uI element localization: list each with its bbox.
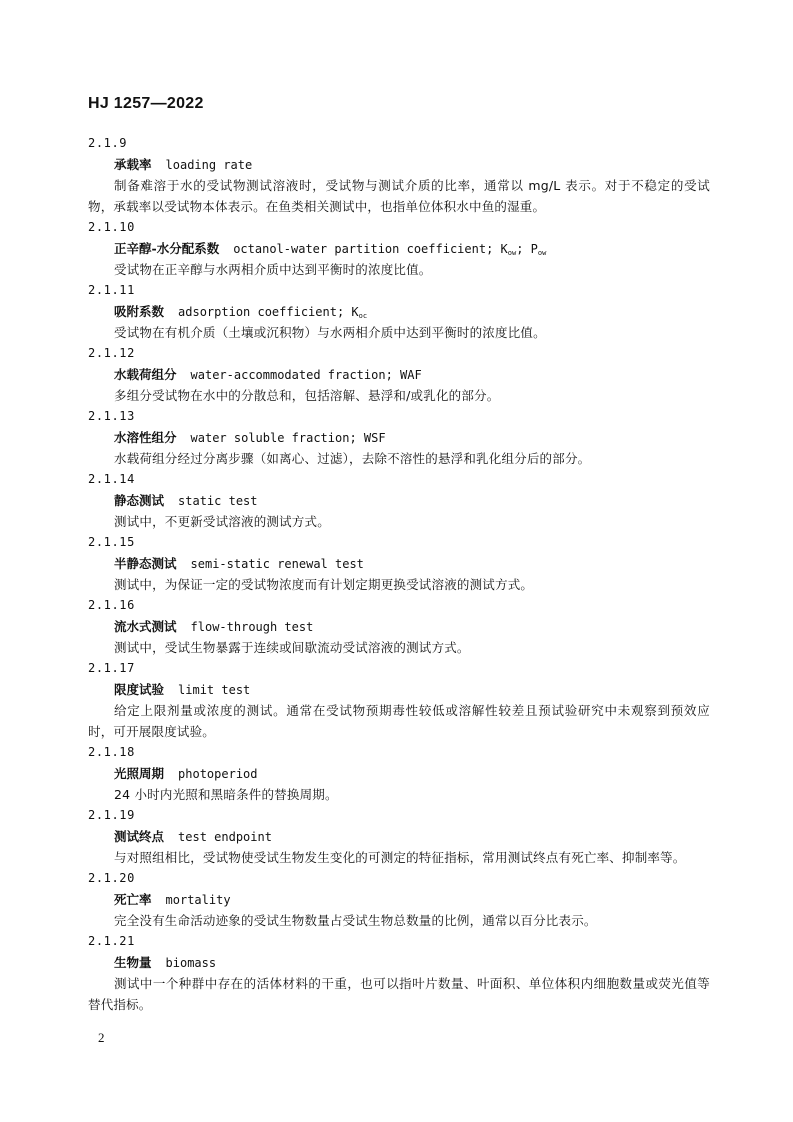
term-chinese: 光照周期 [114,766,165,781]
pow-subscript: ow [537,249,547,257]
term-definition: 测试中，为保证一定的受试物浓度而有计划定期更换受试溶液的测试方式。 [114,577,534,592]
term-entry-2-1-16 [88,595,710,658]
term-chinese: 死亡率 [114,892,152,907]
term-line [88,889,710,910]
term-english: water soluble fraction; WSF [190,431,386,445]
term-line [88,238,710,259]
term-definition: 完全没有生命活动迹象的受试生物数量占受试生物总数量的比例，通常以百分比表示。 [114,913,597,928]
koc-subscript: oc [358,312,368,320]
term-entry-2-1-13 [88,406,710,469]
term-entry-2-1-18 [88,742,710,805]
term-definition: 受试物在正辛醇与水两相介质中达到平衡时的浓度比值。 [114,262,432,277]
term-definition: 给定上限剂量或浓度的测试。通常在受试物预期毒性较低或溶解性较差且预试验研究中未观察到预效应时，可开展限度试验。 [88,703,710,739]
term-english: semi-static renewal test [190,557,364,571]
term-english: loading rate [165,158,253,172]
term-chinese: 承载率 [114,157,152,172]
term-english: limit test [178,683,251,697]
term-english: water-accommodated fraction; WAF [190,368,422,382]
term-line [88,490,710,511]
terms-list [88,133,710,1015]
term-entry-2-1-20 [88,868,710,931]
clause-number: 2.1.10 [88,220,135,234]
term-chinese: 半静态测试 [114,556,177,571]
page-number: 2 [98,1030,105,1045]
term-chinese: 生物量 [114,955,152,970]
clause-number: 2.1.14 [88,472,135,486]
term-english: test endpoint [178,830,272,844]
term-line [88,364,710,385]
term-chinese: 水载荷组分 [114,367,177,382]
term-english: photoperiod [178,767,258,781]
term-definition: 测试中一个种群中存在的活体材料的干重，也可以指叶片数量、叶面积、单位体积内细胞数量或荧光值等替代指标。 [88,976,710,1012]
clause-number: 2.1.15 [88,535,135,549]
term-line [88,301,710,322]
term-definition: 水载荷组分经过分离步骤（如离心、过滤），去除不溶性的悬浮和乳化组分后的部分。 [114,451,591,466]
clause-number: 2.1.11 [88,283,135,297]
clause-number: 2.1.21 [88,934,135,948]
term-definition: 测试中，不更新受试溶液的测试方式。 [114,514,330,529]
clause-number: 2.1.13 [88,409,135,423]
term-english [233,242,546,256]
clause-number: 2.1.19 [88,808,135,822]
term-entry-2-1-17 [88,658,710,742]
term-entry-2-1-19 [88,805,710,868]
term-entry-2-1-21 [88,931,710,1015]
term-entry-2-1-12 [88,343,710,406]
term-line [88,553,710,574]
term-chinese: 静态测试 [114,493,165,508]
term-definition: 24 小时内光照和黑暗条件的替换周期。 [114,787,338,802]
clause-number: 2.1.12 [88,346,135,360]
term-english: flow-through test [190,620,314,634]
term-chinese: 正辛醇-水分配系数 [114,241,220,256]
term-entry-2-1-10 [88,217,710,280]
term-english: biomass [165,956,217,970]
term-definition: 多组分受试物在水中的分散总和，包括溶解、悬浮和/或乳化的部分。 [114,388,500,403]
term-chinese: 限度试验 [114,682,165,697]
term-line [88,154,710,175]
standard-number: HJ 1257—2022 [88,95,204,112]
term-definition: 受试物在有机介质（土壤或沉积物）与水两相介质中达到平衡时的浓度比值。 [114,325,546,340]
term-entry-2-1-11 [88,280,710,343]
kow-subscript: ow [507,249,517,257]
clause-number: 2.1.20 [88,871,135,885]
clause-number: 2.1.16 [88,598,135,612]
term-english: static test [178,494,258,508]
term-chinese: 测试终点 [114,829,165,844]
term-line [88,952,710,973]
term-line [88,427,710,448]
term-english-text: octanol-water partition coefficient; K [233,242,508,256]
term-chinese: 吸附系数 [114,304,165,319]
clause-number: 2.1.18 [88,745,135,759]
term-line [88,679,710,700]
term-english [178,305,367,319]
term-line [88,616,710,637]
term-english: mortality [165,893,231,907]
clause-number: 2.1.17 [88,661,135,675]
term-definition: 测试中，受试生物暴露于连续或间歇流动受试溶液的测试方式。 [114,640,470,655]
term-definition: 制备难溶于水的受试物测试溶液时，受试物与测试介质的比率，通常以 mg/L 表示。对于不稳定的受试物，承载率以受试物本体表示。在鱼类相关测试中，也指单位体积水中鱼的湿重。 [88,178,710,214]
term-chinese: 流水式测试 [114,619,177,634]
term-entry-2-1-15 [88,532,710,595]
term-english-text: adsorption coefficient; K [178,305,359,319]
term-line [88,826,710,847]
term-entry-2-1-14 [88,469,710,532]
symbol-separator: ; P [516,242,538,256]
term-line [88,763,710,784]
term-chinese: 水溶性组分 [114,430,177,445]
clause-number: 2.1.9 [88,136,128,150]
term-definition: 与对照组相比，受试物使受试生物发生变化的可测定的特征指标，常用测试终点有死亡率、抑制率等。 [114,850,686,865]
term-entry-2-1-9 [88,133,710,217]
